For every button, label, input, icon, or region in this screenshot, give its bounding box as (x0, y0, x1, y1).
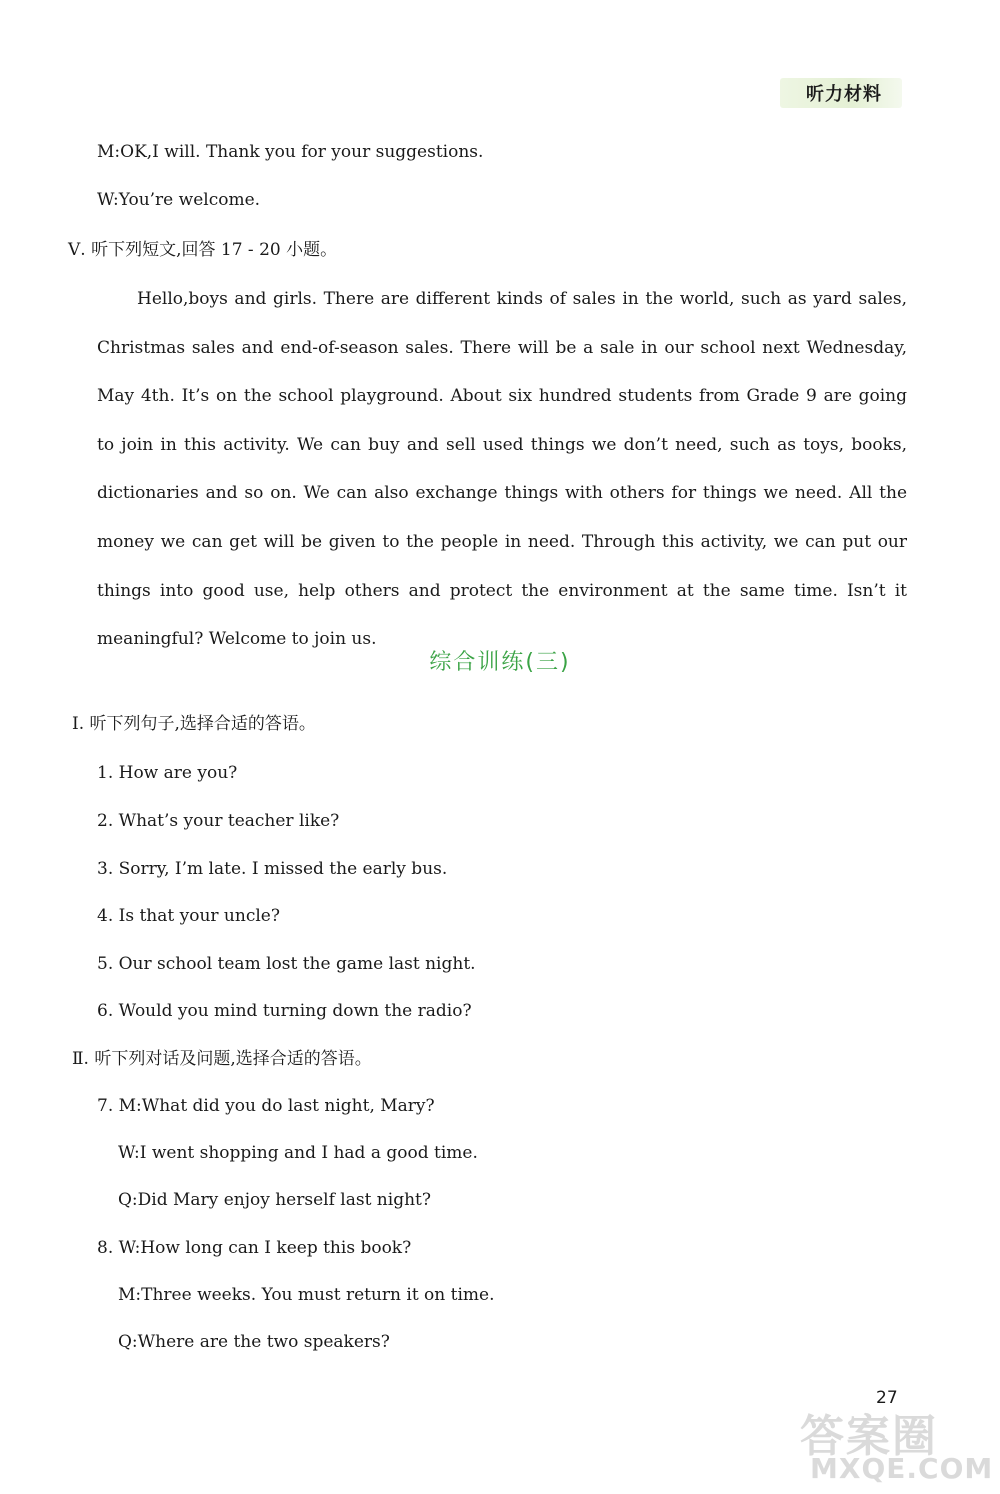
q8-line-1: 8. W:How long can I keep this book? (97, 1238, 412, 1258)
section-v-passage: Hello,boys and girls. There are different kinds of sales in the world, such as yard sales, Christmas sales and end-of-season sales. There will be a sale in our school next Wednesday, May 4th. It’s on the school playground. About six hundred students from Grade 9 are going to join in this activity. We can buy and sell used things we don’t need, such as toys, books, dictionaries and so on. We can also exchange things with others for things we need. All the money we can get will be given to the people in need. Through this activity, we can put our things into good use, help others and protect the environment at the same time. Isn’t it meaningful? Welcome to join us. (97, 289, 907, 650)
part-1-item-2: 2. What’s your teacher like? (97, 811, 340, 831)
dialogue-line-m: M:OK,I will. Thank you for your suggestions. (97, 142, 484, 162)
part-1-heading: Ⅰ. 听下列句子,选择合适的答语。 (72, 714, 316, 734)
header-label: 听力材料 (806, 84, 882, 105)
part-2-heading: Ⅱ. 听下列对话及问题,选择合适的答语。 (72, 1049, 372, 1069)
part-1-item-1: 1. How are you? (97, 763, 238, 783)
section-title: 综合训练(三) (429, 650, 571, 675)
q7-line-1: 7. M:What did you do last night, Mary? (97, 1096, 435, 1116)
part-1-item-3: 3. Sorry, I’m late. I missed the early bus. (97, 859, 448, 879)
watermark-domain: MXQE.COM (810, 1452, 994, 1485)
q7-line-2: W:I went shopping and I had a good time. (118, 1143, 478, 1163)
part-1-item-6: 6. Would you mind turning down the radio? (97, 1001, 472, 1021)
q8-line-2: M:Three weeks. You must return it on time. (118, 1285, 495, 1305)
dialogue-line-w: W:You’re welcome. (97, 190, 261, 210)
part-1-item-5: 5. Our school team lost the game last night. (97, 954, 476, 974)
section-v-heading: Ⅴ. 听下列短文,回答 17 - 20 小题。 (68, 240, 338, 260)
part-1-item-4: 4. Is that your uncle? (97, 906, 280, 926)
q7-line-3: Q:Did Mary enjoy herself last night? (118, 1190, 431, 1210)
q8-line-3: Q:Where are the two speakers? (118, 1332, 390, 1352)
watermark-logo: 答案圈 (800, 1411, 938, 1462)
page-number: 27 (876, 1388, 898, 1408)
